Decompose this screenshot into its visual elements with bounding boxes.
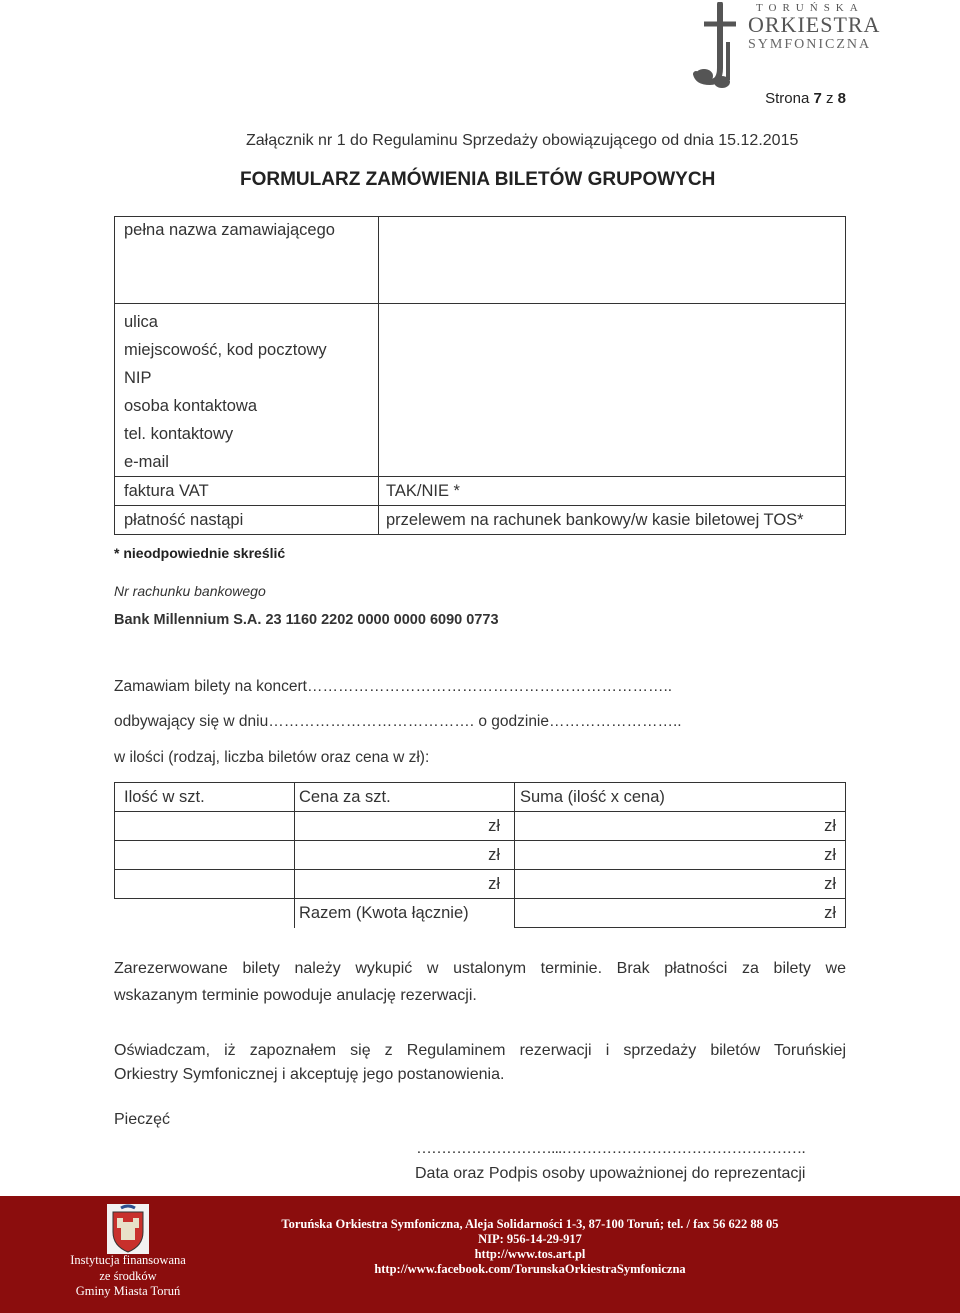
street-label: ulica xyxy=(124,313,158,331)
orderer-details-table xyxy=(114,216,846,535)
page-sep: z xyxy=(825,90,834,107)
page-total: 8 xyxy=(837,90,846,107)
sum-cell[interactable]: zł xyxy=(515,870,846,899)
declaration-line2: Orkiestry Symfonicznej i akceptuję jego postanowienia. xyxy=(114,1066,505,1083)
annex-heading: Załącznik nr 1 do Regulaminu Sprzedaży obowiązującego od dnia 15.12.2015 xyxy=(246,132,799,149)
footer-website-link[interactable]: http://www.tos.art.pl xyxy=(474,1247,586,1261)
form-title: FORMULARZ ZAMÓWIENIA BILETÓW GRUPOWYCH xyxy=(240,169,716,190)
qty-cell[interactable] xyxy=(115,870,295,899)
strike-note: * nieodpowiednie skreślić xyxy=(114,545,286,561)
signature-label: Data oraz Podpis osoby upoważnionej do reprezentacji xyxy=(415,1165,806,1182)
nip-label: NIP xyxy=(124,369,152,387)
signature-dots[interactable]: ………………………...…………………………………………. xyxy=(416,1140,805,1157)
page-prefix: Strona xyxy=(765,90,810,107)
declaration-line1: Oświadczam, iż zapoznałem się z Regulaminem rezerwacji i sprzedaży biletów Toruńskiej xyxy=(114,1042,846,1059)
fund-line3: Gminy Miasta Toruń xyxy=(75,1284,181,1298)
logo-text-symfoniczna: SYMFONICZNA xyxy=(748,37,872,52)
total-row xyxy=(115,899,846,928)
quantity-intro: w ilości (rodzaj, liczba biletów oraz cena w zł): xyxy=(114,749,430,766)
email-label: e-mail xyxy=(124,453,169,471)
contact-labels-cell xyxy=(115,304,379,477)
contact-phone-label: tel. kontaktowy xyxy=(124,425,234,443)
page-current: 7 xyxy=(813,90,822,107)
orchestra-logo xyxy=(690,0,881,92)
sum-header: Suma (ilość x cena) xyxy=(515,783,846,812)
price-cell[interactable]: zł xyxy=(295,841,515,870)
footer-facebook-link[interactable]: http://www.facebook.com/TorunskaOrkiestraSymfoniczna xyxy=(374,1262,686,1276)
contact-person-label: osoba kontaktowa xyxy=(124,397,258,415)
footer-address: Toruńska Orkiestra Symfoniczna, Aleja Solidarności 1-3, 87-100 Toruń; tel. / fax 56 622 88 05 xyxy=(281,1217,779,1231)
torun-crest-icon xyxy=(107,1204,149,1254)
price-cell[interactable]: zł xyxy=(295,812,515,841)
total-label: Razem (Kwota łącznie) xyxy=(295,899,515,928)
price-header: Cena za szt. xyxy=(295,783,515,812)
footer-nip: NIP: 956-14-29-917 xyxy=(478,1232,582,1246)
page-number xyxy=(765,90,846,107)
blank-cell xyxy=(115,899,295,928)
concert-line[interactable]: Zamawiam bilety na koncert…………………………………………………………….. xyxy=(114,678,673,695)
price-cell[interactable]: zł xyxy=(295,870,515,899)
logo-text-orkiestra: ORKIESTRA xyxy=(748,12,881,37)
tickets-table xyxy=(114,782,846,928)
vat-invoice-value[interactable]: TAK/NIE * xyxy=(379,477,846,506)
table-row xyxy=(115,870,846,899)
full-name-field[interactable] xyxy=(379,217,846,304)
account-number-label: Nr rachunku bankowego xyxy=(114,583,266,599)
total-sum-cell[interactable]: zł xyxy=(515,899,846,928)
city-postcode-label: miejscowość, kod pocztowy xyxy=(124,341,327,359)
logo-t-glyph-icon xyxy=(690,2,746,90)
payment-label: płatność nastąpi xyxy=(115,506,379,535)
qty-cell[interactable] xyxy=(115,812,295,841)
bank-account: Bank Millennium S.A. 23 1160 2202 0000 0000 6090 0773 xyxy=(114,612,499,628)
stamp-label: Pieczęć xyxy=(114,1111,171,1128)
vat-invoice-label: faktura VAT xyxy=(115,477,379,506)
fund-line1: Instytucja finansowana xyxy=(70,1253,186,1267)
logo-text-torunska: TORUŃSKA xyxy=(756,2,864,14)
reservation-notice-line1: Zarezerwowane bilety należy wykupić w ustalonym terminie. Brak płatności za bilety we xyxy=(114,960,846,977)
table-row xyxy=(115,812,846,841)
full-name-label: pełna nazwa zamawiającego xyxy=(115,217,379,304)
qty-cell[interactable] xyxy=(115,841,295,870)
fund-line2: ze środków xyxy=(99,1269,157,1283)
sum-cell[interactable]: zł xyxy=(515,841,846,870)
qty-header: Ilość w szt. xyxy=(115,783,295,812)
reservation-notice-line2: wskazanym terminie powoduje anulację rezerwacji. xyxy=(114,987,477,1004)
contact-values-field[interactable] xyxy=(379,304,846,477)
sum-cell[interactable]: zł xyxy=(515,812,846,841)
payment-value[interactable]: przelewem na rachunek bankowy/w kasie biletowej TOS* xyxy=(379,506,846,535)
date-time-line[interactable]: odbywający się w dniu…………………………………. o godzinie…………………….. xyxy=(114,713,682,730)
table-row xyxy=(115,841,846,870)
